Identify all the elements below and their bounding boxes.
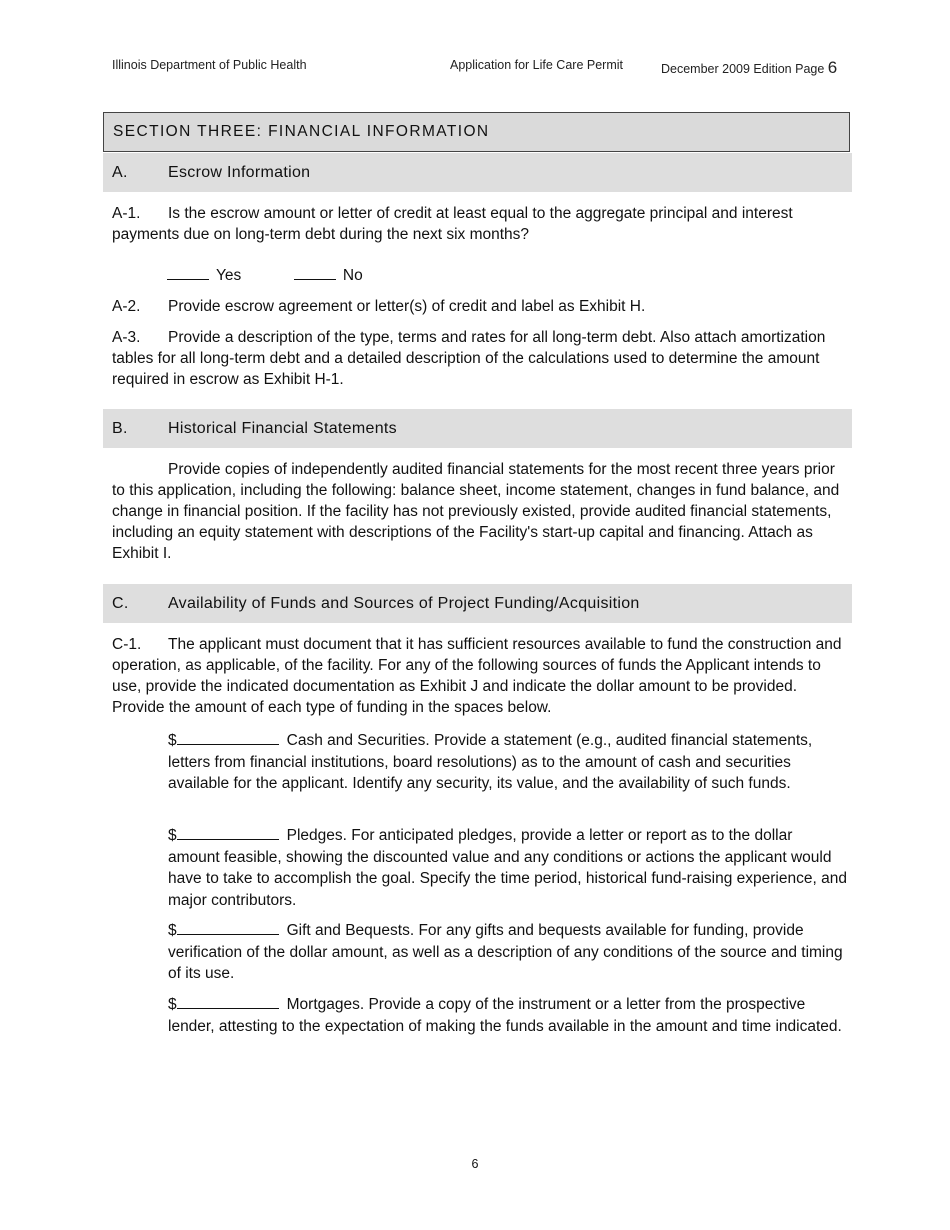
header-agency: Illinois Department of Public Health [112, 58, 307, 72]
question-a1-number: A-1. [112, 205, 141, 222]
question-a1 [112, 203, 848, 245]
currency-symbol: $ [168, 732, 177, 749]
currency-symbol: $ [168, 922, 177, 939]
subheading-b-letter: B. [112, 419, 128, 437]
yes-answer-blank[interactable] [167, 264, 209, 280]
yes-label: Yes [216, 267, 242, 284]
yes-no-row [167, 264, 567, 286]
page-number: 6 [471, 1157, 479, 1171]
question-a2-text: Provide escrow agreement or letter(s) of credit and label as Exhibit H. [168, 298, 646, 315]
mortgages-amount-blank[interactable] [177, 993, 279, 1009]
subheading-a [103, 153, 852, 192]
cash-amount-blank[interactable] [177, 729, 279, 745]
question-a2 [112, 296, 848, 317]
pledges-amount-blank[interactable] [177, 824, 279, 840]
subheading-c-title: Availability of Funds and Sources of Project Funding/Acquisition [168, 594, 640, 612]
question-a2-number: A-2. [112, 298, 141, 315]
funding-item-text: Cash and Securities. Provide a statement (e.g., audited financial statements, letters from financial institutions, board resolutions) as to the amount of cash and securities available for the applicant. Identify any security, its value, and the availability of such funds. [168, 732, 813, 792]
funding-item-text: Pledges. For anticipated pledges, provide a letter or report as to the dollar amount feasible, showing the discounted value and any conditions or actions the applicant would have to take to accomplish the goal. Specify the time period, historical fund-raising experience, and major contributors. [168, 827, 847, 909]
funding-item-text: Mortgages. Provide a copy of the instrument or a letter from the prospective lender, attesting to the expectation of making the funds available in the amount and time indicated. [168, 996, 842, 1035]
header-edition-text: December 2009 Edition Page [661, 62, 825, 76]
section-title: SECTION THREE: FINANCIAL INFORMATION [113, 123, 490, 140]
no-label: No [342, 267, 363, 284]
subheading-c [103, 584, 852, 623]
question-c1-number: C-1. [112, 636, 142, 653]
question-a3-text: Provide a description of the type, terms and rates for all long-term debt. Also attach amortization tables for all long-term debt and a detailed description of the calculations used to determine the amount required in escrow as Exhibit H-1. [112, 329, 826, 388]
currency-symbol: $ [168, 996, 177, 1013]
subheading-a-title: Escrow Information [168, 163, 311, 181]
funding-item-pledges [168, 824, 848, 911]
header-page-ref: 6 [827, 58, 838, 77]
subheading-c-letter: C. [112, 594, 129, 612]
header-edition [661, 58, 837, 78]
subheading-a-letter: A. [112, 163, 128, 181]
currency-symbol: $ [168, 827, 177, 844]
question-c1 [112, 634, 848, 718]
funding-item-mortgages [168, 993, 848, 1037]
subheading-b-title: Historical Financial Statements [168, 419, 397, 437]
question-a3 [112, 327, 848, 390]
funding-item-text: Gift and Bequests. For any gifts and bequests available for funding, provide verification of the dollar amount, as well as a description of any conditions of the source and timing of its use. [168, 922, 843, 982]
gifts-amount-blank[interactable] [177, 919, 279, 935]
subheading-b [103, 409, 852, 448]
funding-item-cash [168, 729, 848, 795]
header-doc-title: Application for Life Care Permit [450, 58, 623, 72]
funding-item-gifts [168, 919, 848, 985]
question-a3-number: A-3. [112, 329, 141, 346]
question-c1-text: The applicant must document that it has sufficient resources available to fund the construction and operation, as applicable, of the facility. For any of the following sources of funds the Applicant intends to use, provide the indicated documentation as Exhibit J and indicate the dollar amount to be provided. Provide the amount of each type of funding in the spaces below. [112, 636, 842, 716]
question-a1-text: Is the escrow amount or letter of credit at least equal to the aggregate principal and interest payments due on long-term debt during the next six months? [112, 205, 793, 243]
part-b-instructions: Provide copies of independently audited financial statements for the most recent three years prior to this application, including the following: balance sheet, income statement, changes in fund balance, and change in financial position. If the facility has not previously existed, provide audited financial statements, including an equity statement with descriptions of the Facility's start-up capital and financing. Attach as Exhibit I. [112, 461, 840, 562]
no-answer-blank[interactable] [294, 264, 336, 280]
section-title-box [103, 112, 850, 152]
